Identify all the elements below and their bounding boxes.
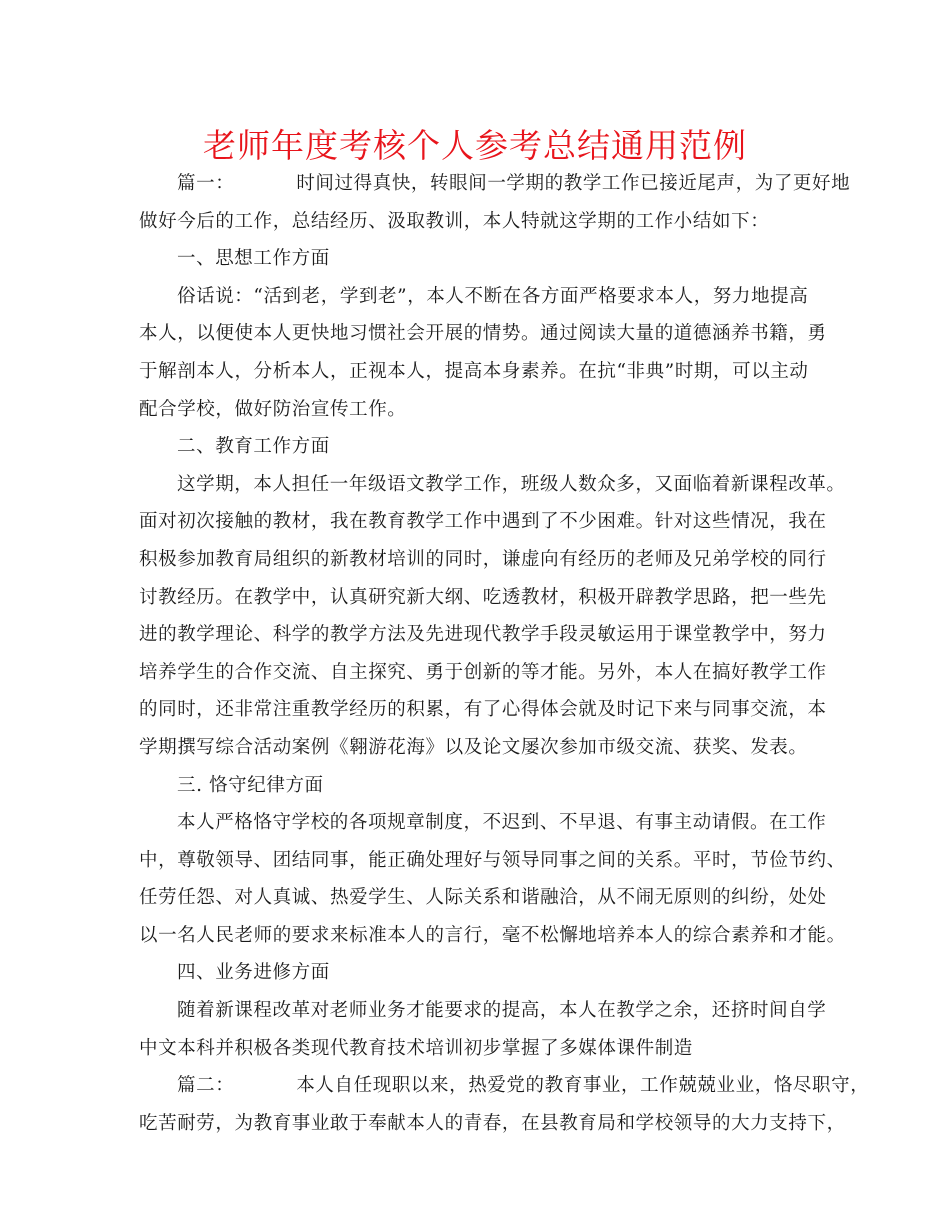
paragraph-line: 本人严格恪守学校的各项规章制度，不迟到、不早退、有事主动请假。在工作 [177, 812, 827, 834]
section-label: 篇二： [177, 1075, 235, 1097]
paragraph-line [139, 1067, 870, 1105]
paragraph-line: 吃苦耐劳，为教育事业敢于奉献本人的青春，在县教育局和学校领导的大力支持下， [139, 1112, 846, 1134]
paragraph-line: 培养学生的合作交流、自主探究、勇于创新的等才能。另外，本人在搞好教学工作 [139, 661, 827, 683]
paragraph-line: 中，尊敬领导、团结同事，能正确处理好与领导同事之间的关系。平时，节俭节约、 [139, 849, 846, 871]
paragraph-line: 学期撰写综合活动案例《翱游花海》以及论文屡次参加市级交流、获奖、发表。 [139, 736, 808, 758]
paragraph-line: 积极参加教育局组织的新教材培训的同时，谦虚向有经历的老师及兄弟学校的同行 [139, 548, 827, 570]
paragraph-line: 随着新课程改革对老师业务才能要求的提高，本人在教学之余，还挤时间自学 [177, 1000, 827, 1022]
paragraph-line: 这学期，本人担任一年级语文教学工作，班级人数众多，又面临着新课程改革。 [177, 473, 846, 495]
line-text: 本人自任现职以来，热爱党的教育事业，工作兢兢业业，恪尽职守， [296, 1075, 870, 1097]
section-label: 篇一： [177, 173, 235, 194]
section-heading: 二、教育工作方面 [177, 436, 330, 458]
paragraph-line: 进的教学理论、科学的教学方法及先进现代教学手段灵敏运用于课堂教学中，努力 [139, 624, 827, 646]
section-heading: 三. 恪守纪律方面 [177, 774, 324, 796]
section-heading: 四、业务进修方面 [177, 962, 330, 984]
paragraph-line: 俗话说：“活到老，学到老”，本人不断在各方面严格要求本人，努力地提高 [177, 285, 809, 307]
paragraph-line: 面对初次接触的教材，我在教育教学工作中遇到了不少困难。针对这些情况，我在 [139, 511, 827, 533]
paragraph-line: 讨教经历。在教学中，认真研究新大纲、吃透教材，积极开辟教学思路，把一些先 [139, 586, 827, 608]
paragraph-line [139, 165, 851, 203]
paragraph-line: 的同时，还非常注重教学经历的积累，有了心得体会就及时记下来与同事交流，本 [139, 699, 827, 721]
paragraph-line: 中文本科并积极各类现代教育技术培训初步掌握了多媒体课件制造 [139, 1037, 693, 1059]
line-text: 时间过得真快，转眼间一学期的教学工作已接近尾声，为了更好地 [296, 173, 851, 194]
paragraph-line: 本人，以便使本人更快地习惯社会开展的情势。通过阅读大量的道德涵养书籍，勇 [139, 323, 827, 345]
paragraph-line: 做好今后的工作，总结经历、汲取教训，本人特就这学期的工作小结如下： [139, 210, 770, 232]
paragraph-line: 任劳任怨、对人真诚、热爱学生、人际关系和谐融洽，从不闹无原则的纠纷，处处 [139, 887, 827, 909]
section-heading: 一、思想工作方面 [177, 248, 330, 270]
paragraph-line: 配合学校，做好防治宣传工作。 [139, 398, 407, 420]
document-title: 老师年度考核个人参考总结通用范例 [203, 126, 747, 165]
paragraph-line: 以一名人民老师的要求来标准本人的言行，毫不松懈地培养本人的综合素养和才能。 [139, 924, 846, 946]
paragraph-line: 于解剖本人，分析本人，正视本人，提高本身素养。在抗“非典”时期，可以主动 [139, 360, 809, 382]
document-body [139, 165, 870, 1142]
